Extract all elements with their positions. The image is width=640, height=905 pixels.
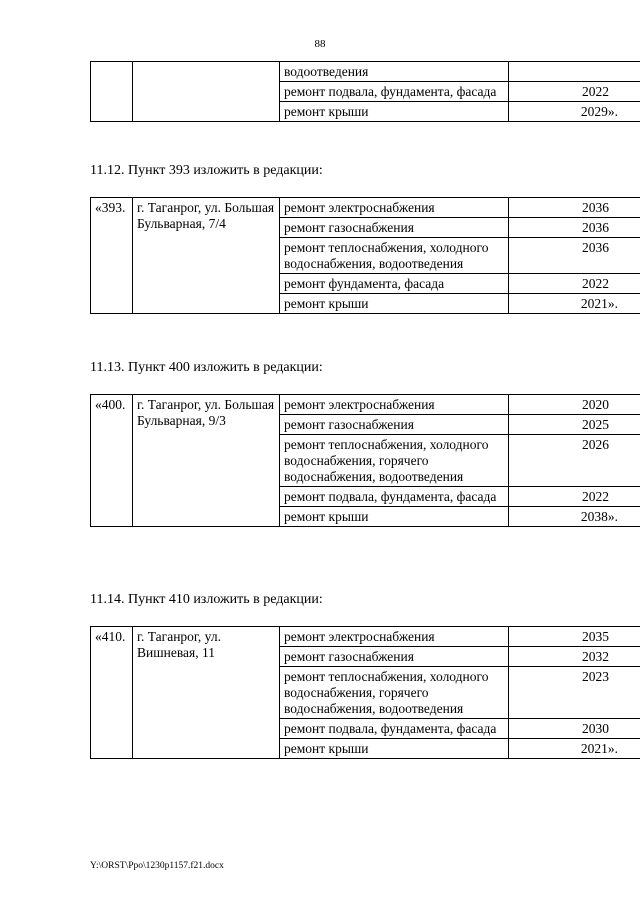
table-cell-work: водоотведения xyxy=(280,62,509,82)
section-table xyxy=(90,626,640,759)
table-row xyxy=(91,62,640,82)
item-address: г. Таганрог, ул. Большая Бульварная, 7/4 xyxy=(133,198,280,314)
table-cell-year: 2038». xyxy=(509,507,640,527)
table-cell-work: ремонт подвала, фундамента, фасада xyxy=(280,82,509,102)
table-cell-year: 2020 xyxy=(509,395,640,415)
table-cell-work: ремонт газоснабжения xyxy=(280,647,509,667)
table-cell-year: 2036 xyxy=(509,218,640,238)
table-cell-work: ремонт теплоснабжения, холодного водоснабжения, горячего водоснабжения, водоотведения xyxy=(280,667,509,719)
table-cell-work: ремонт газоснабжения xyxy=(280,218,509,238)
table-cell-year: 2023 xyxy=(509,667,640,719)
table-cell-work: ремонт подвала, фундамента, фасада xyxy=(280,719,509,739)
table-cell-work: ремонт газоснабжения xyxy=(280,415,509,435)
section-table xyxy=(90,197,640,314)
item-number: «400. xyxy=(91,395,133,527)
footer-file-path: Y:\ORST\Ppo\1230p1157.f21.docx xyxy=(90,861,224,871)
section-heading: 11.12. Пункт 393 изложить в редакции: xyxy=(90,163,323,178)
item-number: «393. xyxy=(91,198,133,314)
table-cell-year: 2029». xyxy=(509,102,640,122)
section-heading: 11.14. Пункт 410 изложить в редакции: xyxy=(90,592,323,607)
table-cell-year: 2021». xyxy=(509,739,640,759)
table-cell-year: 2032 xyxy=(509,647,640,667)
table-cell-year: 2030 xyxy=(509,719,640,739)
item-number: «410. xyxy=(91,627,133,759)
table-cell-work: ремонт электроснабжения xyxy=(280,627,509,647)
continuation-table xyxy=(90,61,640,122)
table-cell-work: ремонт электроснабжения xyxy=(280,395,509,415)
table-cell-work: ремонт крыши xyxy=(280,507,509,527)
table-cell-work: ремонт фундамента, фасада xyxy=(280,274,509,294)
table-cell-work: ремонт теплоснабжения, холодного водоснабжения, водоотведения xyxy=(280,238,509,274)
section-heading: 11.13. Пункт 400 изложить в редакции: xyxy=(90,360,323,375)
table-cell-year: 2022 xyxy=(509,487,640,507)
table-cell-year: 2021». xyxy=(509,294,640,314)
table-cell-year: 2022 xyxy=(509,82,640,102)
table-cell-address xyxy=(133,62,280,122)
table-cell-work: ремонт крыши xyxy=(280,102,509,122)
table-cell-year: 2036 xyxy=(509,238,640,274)
table-cell-year: 2025 xyxy=(509,415,640,435)
page-number: 88 xyxy=(314,38,326,50)
table-cell-work: ремонт крыши xyxy=(280,739,509,759)
table-cell-work: ремонт электроснабжения xyxy=(280,198,509,218)
table-row xyxy=(91,395,640,415)
table-cell-work: ремонт крыши xyxy=(280,294,509,314)
table-cell-year xyxy=(509,62,640,82)
table-cell-year: 2022 xyxy=(509,274,640,294)
table-cell-number xyxy=(91,62,133,122)
section-table xyxy=(90,394,640,527)
item-address: г. Таганрог, ул. Вишневая, 11 xyxy=(133,627,280,759)
table-cell-work: ремонт теплоснабжения, холодного водоснабжения, горячего водоснабжения, водоотведения xyxy=(280,435,509,487)
table-cell-year: 2026 xyxy=(509,435,640,487)
table-cell-work: ремонт подвала, фундамента, фасада xyxy=(280,487,509,507)
item-address: г. Таганрог, ул. Большая Бульварная, 9/3 xyxy=(133,395,280,527)
table-row xyxy=(91,198,640,218)
table-row xyxy=(91,627,640,647)
table-cell-year: 2035 xyxy=(509,627,640,647)
table-cell-year: 2036 xyxy=(509,198,640,218)
